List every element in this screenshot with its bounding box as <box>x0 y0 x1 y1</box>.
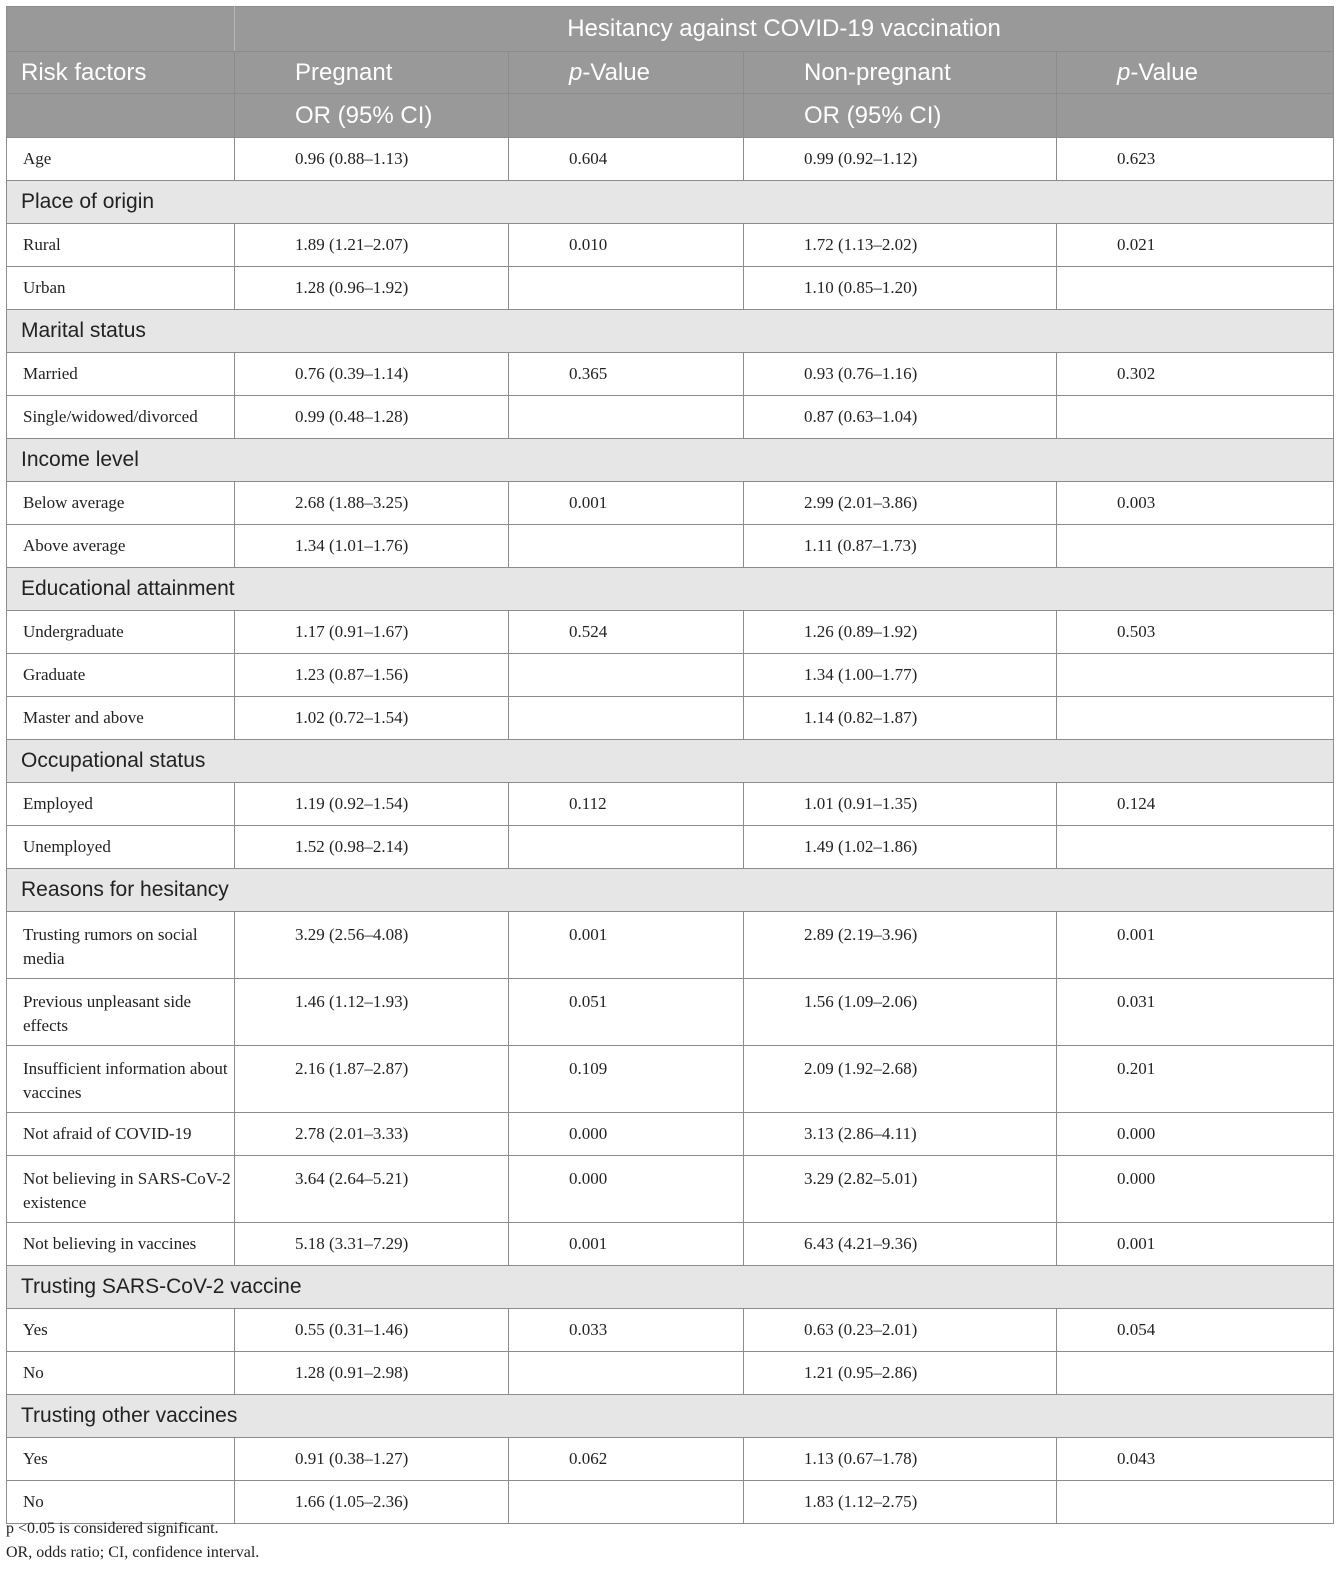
section-row <box>7 568 1334 611</box>
pregnant-p-value-cell <box>509 1481 744 1524</box>
non-pregnant-p-value-cell: 0.001 <box>1057 912 1334 979</box>
risk-factor-label: Previous unpleasant side effects <box>7 979 235 1046</box>
non-pregnant-or-cell: 0.87 (0.63–1.04) <box>744 396 1057 439</box>
pregnant-p-value-cell: 0.062 <box>509 1438 744 1481</box>
pregnant-or-cell: 5.18 (3.31–7.29) <box>235 1223 509 1266</box>
table-row <box>7 1046 1334 1113</box>
risk-factor-label: Not believing in SARS-CoV-2 existence <box>7 1156 235 1223</box>
non-pregnant-or-cell: 1.34 (1.00–1.77) <box>744 654 1057 697</box>
non-pregnant-p-value-cell <box>1057 1481 1334 1524</box>
header-row-group <box>7 7 1334 52</box>
pregnant-or-cell: 0.55 (0.31–1.46) <box>235 1309 509 1352</box>
non-pregnant-or-cell: 2.09 (1.92–2.68) <box>744 1046 1057 1113</box>
risk-factor-label: Below average <box>7 482 235 525</box>
pregnant-or-cell: 1.89 (1.21–2.07) <box>235 224 509 267</box>
section-row <box>7 869 1334 912</box>
pregnant-p-value-cell: 0.112 <box>509 783 744 826</box>
non-pregnant-or-cell: 1.11 (0.87–1.73) <box>744 525 1057 568</box>
header-empty-cell <box>1057 94 1334 138</box>
pregnant-or-cell: 0.99 (0.48–1.28) <box>235 396 509 439</box>
risk-factor-label: Graduate <box>7 654 235 697</box>
non-pregnant-or-cell: 3.13 (2.86–4.11) <box>744 1113 1057 1156</box>
risk-factor-label: Urban <box>7 267 235 310</box>
risk-factor-label: Yes <box>7 1309 235 1352</box>
non-pregnant-or-cell: 2.89 (2.19–3.96) <box>744 912 1057 979</box>
non-pregnant-p-value-cell <box>1057 654 1334 697</box>
section-row <box>7 439 1334 482</box>
pregnant-or-cell: 1.17 (0.91–1.67) <box>235 611 509 654</box>
section-label: Marital status <box>7 310 1334 353</box>
pregnant-p-value-cell <box>509 826 744 869</box>
group-title: Hesitancy against COVID-19 vaccination <box>235 7 1334 52</box>
pregnant-or-cell: 0.96 (0.88–1.13) <box>235 138 509 181</box>
non-pregnant-or-cell: 6.43 (4.21–9.36) <box>744 1223 1057 1266</box>
table-row <box>7 1438 1334 1481</box>
non-pregnant-p-value-cell: 0.000 <box>1057 1113 1334 1156</box>
pregnant-p-value-cell: 0.010 <box>509 224 744 267</box>
non-pregnant-p-value-cell <box>1057 525 1334 568</box>
footnote-significance: p <0.05 is considered significant. <box>6 1520 219 1537</box>
pregnant-or-cell: 2.68 (1.88–3.25) <box>235 482 509 525</box>
table-row <box>7 267 1334 310</box>
pregnant-p-value-cell <box>509 654 744 697</box>
non-pregnant-or-cell: 1.83 (1.12–2.75) <box>744 1481 1057 1524</box>
non-pregnant-p-value-cell <box>1057 396 1334 439</box>
risk-factor-label: Yes <box>7 1438 235 1481</box>
non-pregnant-p-value-cell <box>1057 1352 1334 1395</box>
non-pregnant-p-value-cell: 0.031 <box>1057 979 1334 1046</box>
non-pregnant-p-value-header <box>1057 52 1334 94</box>
non-pregnant-or-ci-header: OR (95% CI) <box>744 94 1057 138</box>
non-pregnant-p-value-cell: 0.001 <box>1057 1223 1334 1266</box>
non-pregnant-or-cell: 1.01 (0.91–1.35) <box>744 783 1057 826</box>
section-row <box>7 310 1334 353</box>
pregnant-or-cell: 0.91 (0.38–1.27) <box>235 1438 509 1481</box>
pregnant-or-cell: 1.02 (0.72–1.54) <box>235 697 509 740</box>
pregnant-or-cell: 3.29 (2.56–4.08) <box>235 912 509 979</box>
non-pregnant-or-cell: 1.26 (0.89–1.92) <box>744 611 1057 654</box>
p-rest: -Value <box>1130 58 1198 86</box>
risk-factor-label: Above average <box>7 525 235 568</box>
section-row <box>7 1266 1334 1309</box>
section-label: Trusting SARS-CoV-2 vaccine <box>7 1266 1334 1309</box>
risk-factors-header: Risk factors <box>7 52 235 94</box>
table-row <box>7 353 1334 396</box>
non-pregnant-or-cell: 0.99 (0.92–1.12) <box>744 138 1057 181</box>
risk-factor-label: Trusting rumors on social media <box>7 912 235 979</box>
non-pregnant-header: Non-pregnant <box>744 52 1057 94</box>
p-italic: p <box>569 58 583 86</box>
pregnant-header: Pregnant <box>235 52 509 94</box>
risk-factor-label: Insufficient information about vaccines <box>7 1046 235 1113</box>
risk-factor-label: Employed <box>7 783 235 826</box>
non-pregnant-or-cell: 1.49 (1.02–1.86) <box>744 826 1057 869</box>
pregnant-or-cell: 2.16 (1.87–2.87) <box>235 1046 509 1113</box>
pregnant-p-value-cell <box>509 525 744 568</box>
non-pregnant-p-value-cell: 0.503 <box>1057 611 1334 654</box>
footnote-abbreviations: OR, odds ratio; CI, confidence interval. <box>6 1544 260 1561</box>
non-pregnant-p-value-cell <box>1057 826 1334 869</box>
non-pregnant-p-value-cell <box>1057 267 1334 310</box>
risk-factor-label: Not afraid of COVID-19 <box>7 1113 235 1156</box>
table-row <box>7 1352 1334 1395</box>
pregnant-p-value-cell: 0.524 <box>509 611 744 654</box>
table-row <box>7 1481 1334 1524</box>
section-label: Place of origin <box>7 181 1334 224</box>
pregnant-p-value-cell: 0.109 <box>509 1046 744 1113</box>
pregnant-or-cell: 1.46 (1.12–1.93) <box>235 979 509 1046</box>
pregnant-p-value-cell: 0.051 <box>509 979 744 1046</box>
pregnant-p-value-cell: 0.001 <box>509 1223 744 1266</box>
table-row <box>7 697 1334 740</box>
table-row <box>7 826 1334 869</box>
section-row <box>7 1395 1334 1438</box>
pregnant-p-value-cell <box>509 1352 744 1395</box>
table-row <box>7 525 1334 568</box>
risk-factor-label: No <box>7 1352 235 1395</box>
pregnant-or-cell: 3.64 (2.64–5.21) <box>235 1156 509 1223</box>
section-row <box>7 181 1334 224</box>
pregnant-or-ci-header: OR (95% CI) <box>235 94 509 138</box>
non-pregnant-or-cell: 1.21 (0.95–2.86) <box>744 1352 1057 1395</box>
pregnant-or-cell: 1.19 (0.92–1.54) <box>235 783 509 826</box>
pregnant-p-value-cell <box>509 396 744 439</box>
table-row <box>7 783 1334 826</box>
results-table <box>6 6 1334 1524</box>
header-row-columns <box>7 52 1334 94</box>
non-pregnant-p-value-cell: 0.054 <box>1057 1309 1334 1352</box>
non-pregnant-p-value-cell: 0.021 <box>1057 224 1334 267</box>
pregnant-p-value-cell: 0.000 <box>509 1113 744 1156</box>
risk-factor-label: Unemployed <box>7 826 235 869</box>
table-row <box>7 611 1334 654</box>
non-pregnant-or-cell: 0.93 (0.76–1.16) <box>744 353 1057 396</box>
pregnant-p-value-header <box>509 52 744 94</box>
non-pregnant-p-value-cell: 0.124 <box>1057 783 1334 826</box>
non-pregnant-or-cell: 1.13 (0.67–1.78) <box>744 1438 1057 1481</box>
table-row <box>7 654 1334 697</box>
table-row <box>7 396 1334 439</box>
pregnant-or-cell: 2.78 (2.01–3.33) <box>235 1113 509 1156</box>
header-empty-cell <box>7 94 235 138</box>
pregnant-or-cell: 1.52 (0.98–2.14) <box>235 826 509 869</box>
pregnant-p-value-cell: 0.001 <box>509 912 744 979</box>
table-row <box>7 1223 1334 1266</box>
non-pregnant-or-cell: 1.14 (0.82–1.87) <box>744 697 1057 740</box>
pregnant-or-cell: 1.34 (1.01–1.76) <box>235 525 509 568</box>
risk-factor-label: Age <box>7 138 235 181</box>
non-pregnant-or-cell: 1.72 (1.13–2.02) <box>744 224 1057 267</box>
non-pregnant-p-value-cell: 0.043 <box>1057 1438 1334 1481</box>
table-row <box>7 224 1334 267</box>
risk-factor-label: Single/widowed/divorced <box>7 396 235 439</box>
section-label: Occupational status <box>7 740 1334 783</box>
pregnant-or-cell: 1.66 (1.05–2.36) <box>235 1481 509 1524</box>
non-pregnant-or-cell: 3.29 (2.82–5.01) <box>744 1156 1057 1223</box>
header-empty-cell <box>509 94 744 138</box>
non-pregnant-p-value-cell: 0.003 <box>1057 482 1334 525</box>
section-label: Educational attainment <box>7 568 1334 611</box>
section-label: Reasons for hesitancy <box>7 869 1334 912</box>
non-pregnant-p-value-cell: 0.623 <box>1057 138 1334 181</box>
table-row <box>7 138 1334 181</box>
risk-factor-label: Master and above <box>7 697 235 740</box>
pregnant-p-value-cell: 0.033 <box>509 1309 744 1352</box>
pregnant-or-cell: 1.23 (0.87–1.56) <box>235 654 509 697</box>
non-pregnant-or-cell: 1.56 (1.09–2.06) <box>744 979 1057 1046</box>
pregnant-p-value-cell: 0.001 <box>509 482 744 525</box>
table-row <box>7 1309 1334 1352</box>
non-pregnant-p-value-cell <box>1057 697 1334 740</box>
non-pregnant-p-value-cell: 0.302 <box>1057 353 1334 396</box>
table-row <box>7 1113 1334 1156</box>
table-row <box>7 1156 1334 1223</box>
non-pregnant-p-value-cell: 0.000 <box>1057 1156 1334 1223</box>
header-row-units <box>7 94 1334 138</box>
pregnant-p-value-cell: 0.000 <box>509 1156 744 1223</box>
pregnant-p-value-cell <box>509 267 744 310</box>
section-label: Income level <box>7 439 1334 482</box>
table-body <box>7 138 1334 1524</box>
non-pregnant-p-value-cell: 0.201 <box>1057 1046 1334 1113</box>
pregnant-or-cell: 0.76 (0.39–1.14) <box>235 353 509 396</box>
p-rest: -Value <box>582 58 650 86</box>
pregnant-or-cell: 1.28 (0.96–1.92) <box>235 267 509 310</box>
table-row <box>7 482 1334 525</box>
table-row <box>7 912 1334 979</box>
risk-factor-label: Married <box>7 353 235 396</box>
risk-factor-label: No <box>7 1481 235 1524</box>
table-row <box>7 979 1334 1046</box>
non-pregnant-or-cell: 0.63 (0.23–2.01) <box>744 1309 1057 1352</box>
non-pregnant-or-cell: 1.10 (0.85–1.20) <box>744 267 1057 310</box>
pregnant-p-value-cell: 0.365 <box>509 353 744 396</box>
p-italic: p <box>1117 58 1131 86</box>
risk-factor-label: Not believing in vaccines <box>7 1223 235 1266</box>
pregnant-or-cell: 1.28 (0.91–2.98) <box>235 1352 509 1395</box>
pregnant-p-value-cell <box>509 697 744 740</box>
section-row <box>7 740 1334 783</box>
risk-factor-label: Undergraduate <box>7 611 235 654</box>
section-label: Trusting other vaccines <box>7 1395 1334 1438</box>
non-pregnant-or-cell: 2.99 (2.01–3.86) <box>744 482 1057 525</box>
header-blank-cell <box>7 7 235 52</box>
risk-factor-label: Rural <box>7 224 235 267</box>
pregnant-p-value-cell: 0.604 <box>509 138 744 181</box>
